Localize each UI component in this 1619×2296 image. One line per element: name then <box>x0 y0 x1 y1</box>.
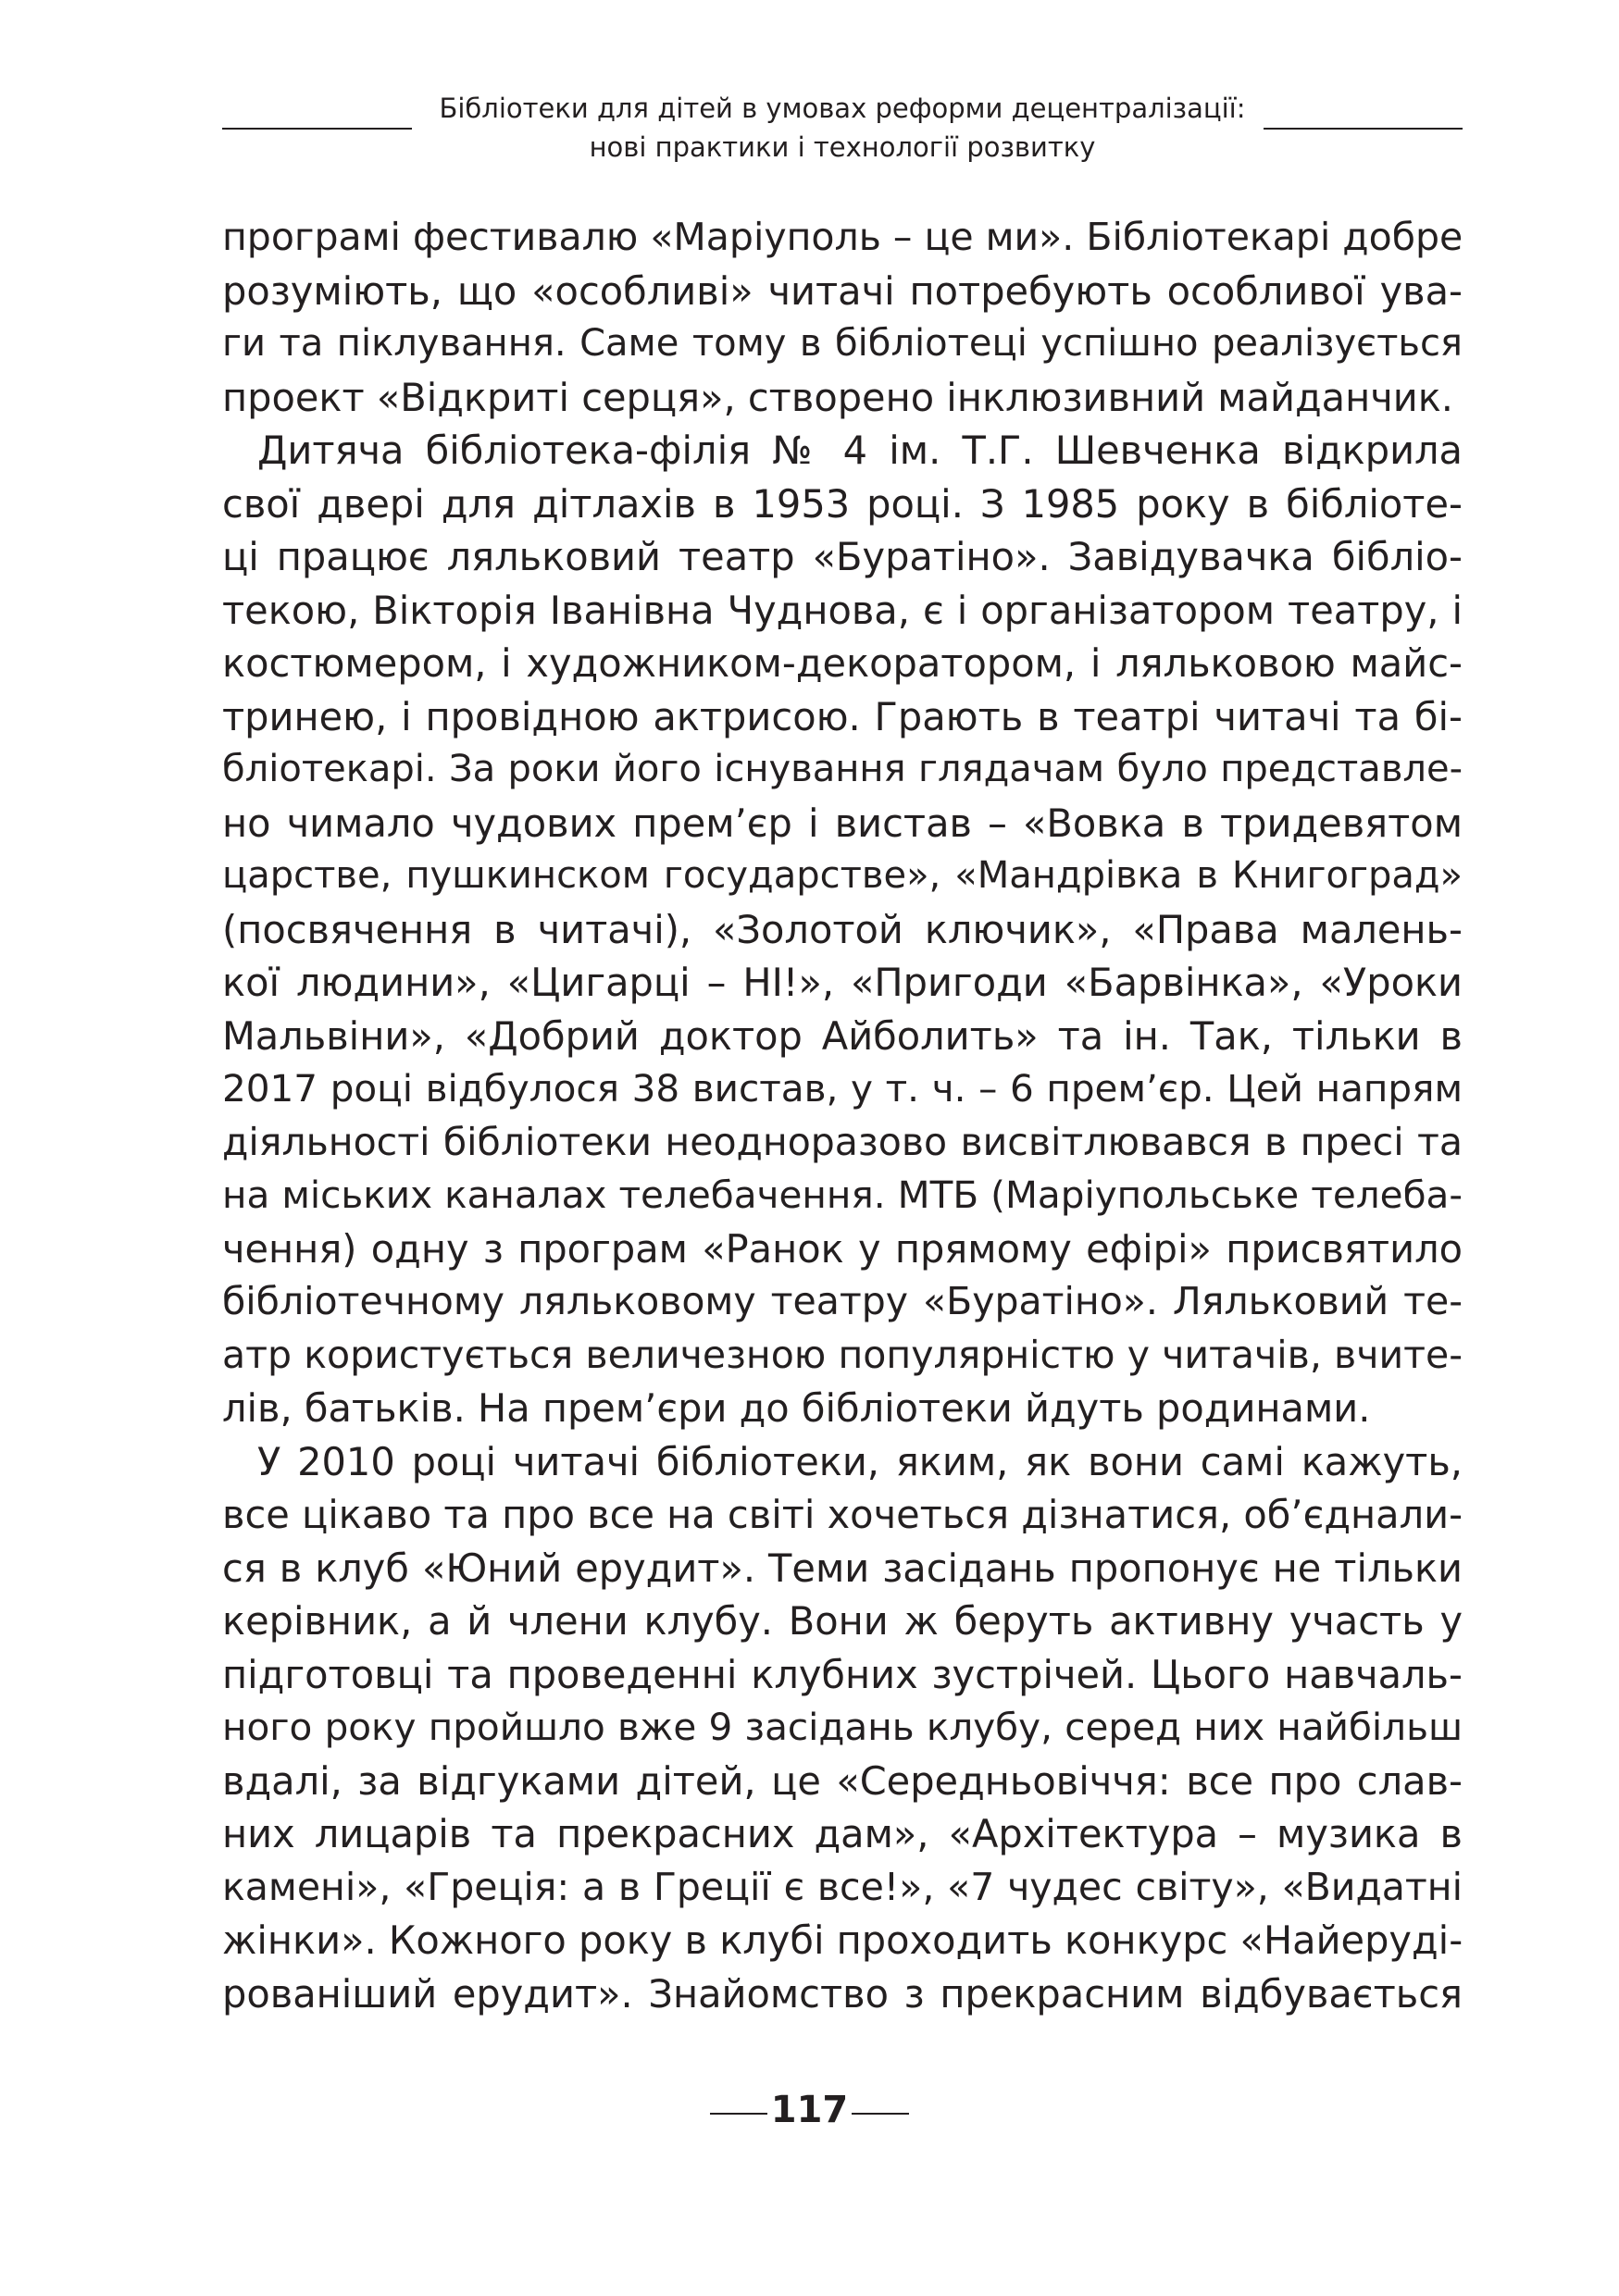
text-line: текою, Вікторія Іванівна Чуднова, є і організатором театру, і <box>222 587 1463 633</box>
running-header <box>222 89 1463 167</box>
text-line: кої людини», «Цигарці – НІ!», «Пригоди «Барвінка», «Уроки <box>222 960 1463 1005</box>
text-line: Мальвіни», «Добрий доктор Айболить» та ін. Так, тільки в <box>222 1012 1463 1059</box>
text-line: керівник, а й члени клубу. Вони ж беруть активну участь у <box>222 1598 1463 1644</box>
text-line: 2017 році відбулося 38 вистав, у т. ч. – 6 прем’єр. Цей напрям <box>222 1066 1463 1111</box>
text-line: чення) одну з програм «Ранок у прямому ефірі» присвятило <box>222 1225 1463 1272</box>
text-line: програмі фестивалю «Маріуполь – це ми». Бібліотекарі добре <box>222 215 1463 259</box>
text-line: бліотекарі. За роки його існування глядачам було представле- <box>222 748 1463 790</box>
page-number: 117 <box>770 2089 849 2131</box>
text-line: підготовці та проведенні клубних зустрічей. Цього навчаль- <box>222 1651 1463 1697</box>
text-line: свої двері для дітлахів в 1953 році. З 1985 року в бібліоте- <box>222 480 1463 527</box>
text-line: ного року пройшло вже 9 засідань клубу, серед них найбільш <box>222 1705 1463 1749</box>
text-line: проект «Відкриті серця», створено інклюзивний майданчик. <box>222 374 1453 420</box>
text-line: царстве, пушкинском государстве», «Мандрівка в Книгоград» <box>222 854 1463 897</box>
page-number-group <box>710 2088 910 2132</box>
page-number-dash-right <box>852 2113 909 2115</box>
body-text <box>222 211 1463 2020</box>
text-line: жінки». Кожного року в клубі проходить конкурс «Найеруді- <box>222 1917 1463 1963</box>
text-line: ги та піклування. Саме тому в бібліотеці успішно реалізується <box>222 322 1463 365</box>
text-line: (посвячення в читачі), «Золотой ключик», «Права малень- <box>222 906 1463 952</box>
page-footer <box>0 2088 1619 2132</box>
page-number-dash-left <box>710 2113 767 2115</box>
text-line: ся в клуб «Юний ерудит». Теми засідань пропонує не тільки <box>222 1545 1463 1591</box>
text-line: костюмером, і художником-декоратором, і ляльковою майс- <box>222 640 1463 686</box>
text-line: камені», «Греція: а в Греції є все!», «7 чудес світу», «Видатні <box>222 1864 1463 1909</box>
text-line: них лицарів та прекрасних дам», «Архітектура – музика в <box>222 1811 1463 1856</box>
text-line: Дитяча бібліотека-філія № 4 ім. Т.Г. Шевченка відкрила <box>257 428 1463 473</box>
text-line: ці працює ляльковий театр «Буратіно». Завідувачка бібліо- <box>222 534 1463 579</box>
text-line: но чимало чудових прем’єр і вистав – «Вовка в тридевятом <box>222 800 1463 846</box>
text-line: атр користується величезною популярністю у читачів, вчите- <box>222 1332 1463 1377</box>
text-line: бібліотечному ляльковому театру «Буратіно». Ляльковий те- <box>222 1279 1463 1323</box>
text-line: тринею, і провідною актрисою. Грають в театрі читачі та бі- <box>222 693 1463 739</box>
text-line: діяльності бібліотеки неодноразово висвітлювався в пресі та <box>222 1119 1463 1164</box>
text-line: рованіший ерудит». Знайомство з прекрасним відбувається <box>222 1970 1463 2017</box>
text-line: вдалі, за відгуками дітей, це «Середньовіччя: все про слав- <box>222 1757 1463 1804</box>
text-line: лів, батьків. На прем’єри до бібліотеки йдуть родинами. <box>222 1385 1371 1431</box>
text-line: все цікаво та про все на світі хочеться дізнатися, об’єднали- <box>222 1492 1463 1537</box>
text-line: У 2010 році читачі бібліотеки, яким, як вони самі кажуть, <box>257 1438 1463 1484</box>
running-header-line-1: Бібліотеки для дітей в умовах реформи децентралізації: <box>439 93 1246 124</box>
text-line: на міських каналах телебачення. МТБ (Маріупольське телеба- <box>222 1173 1463 1217</box>
text-line: розуміють, що «особливі» читачі потребують особливої ува- <box>222 267 1463 314</box>
running-header-line-2: нові практики і технології розвитку <box>589 131 1096 163</box>
